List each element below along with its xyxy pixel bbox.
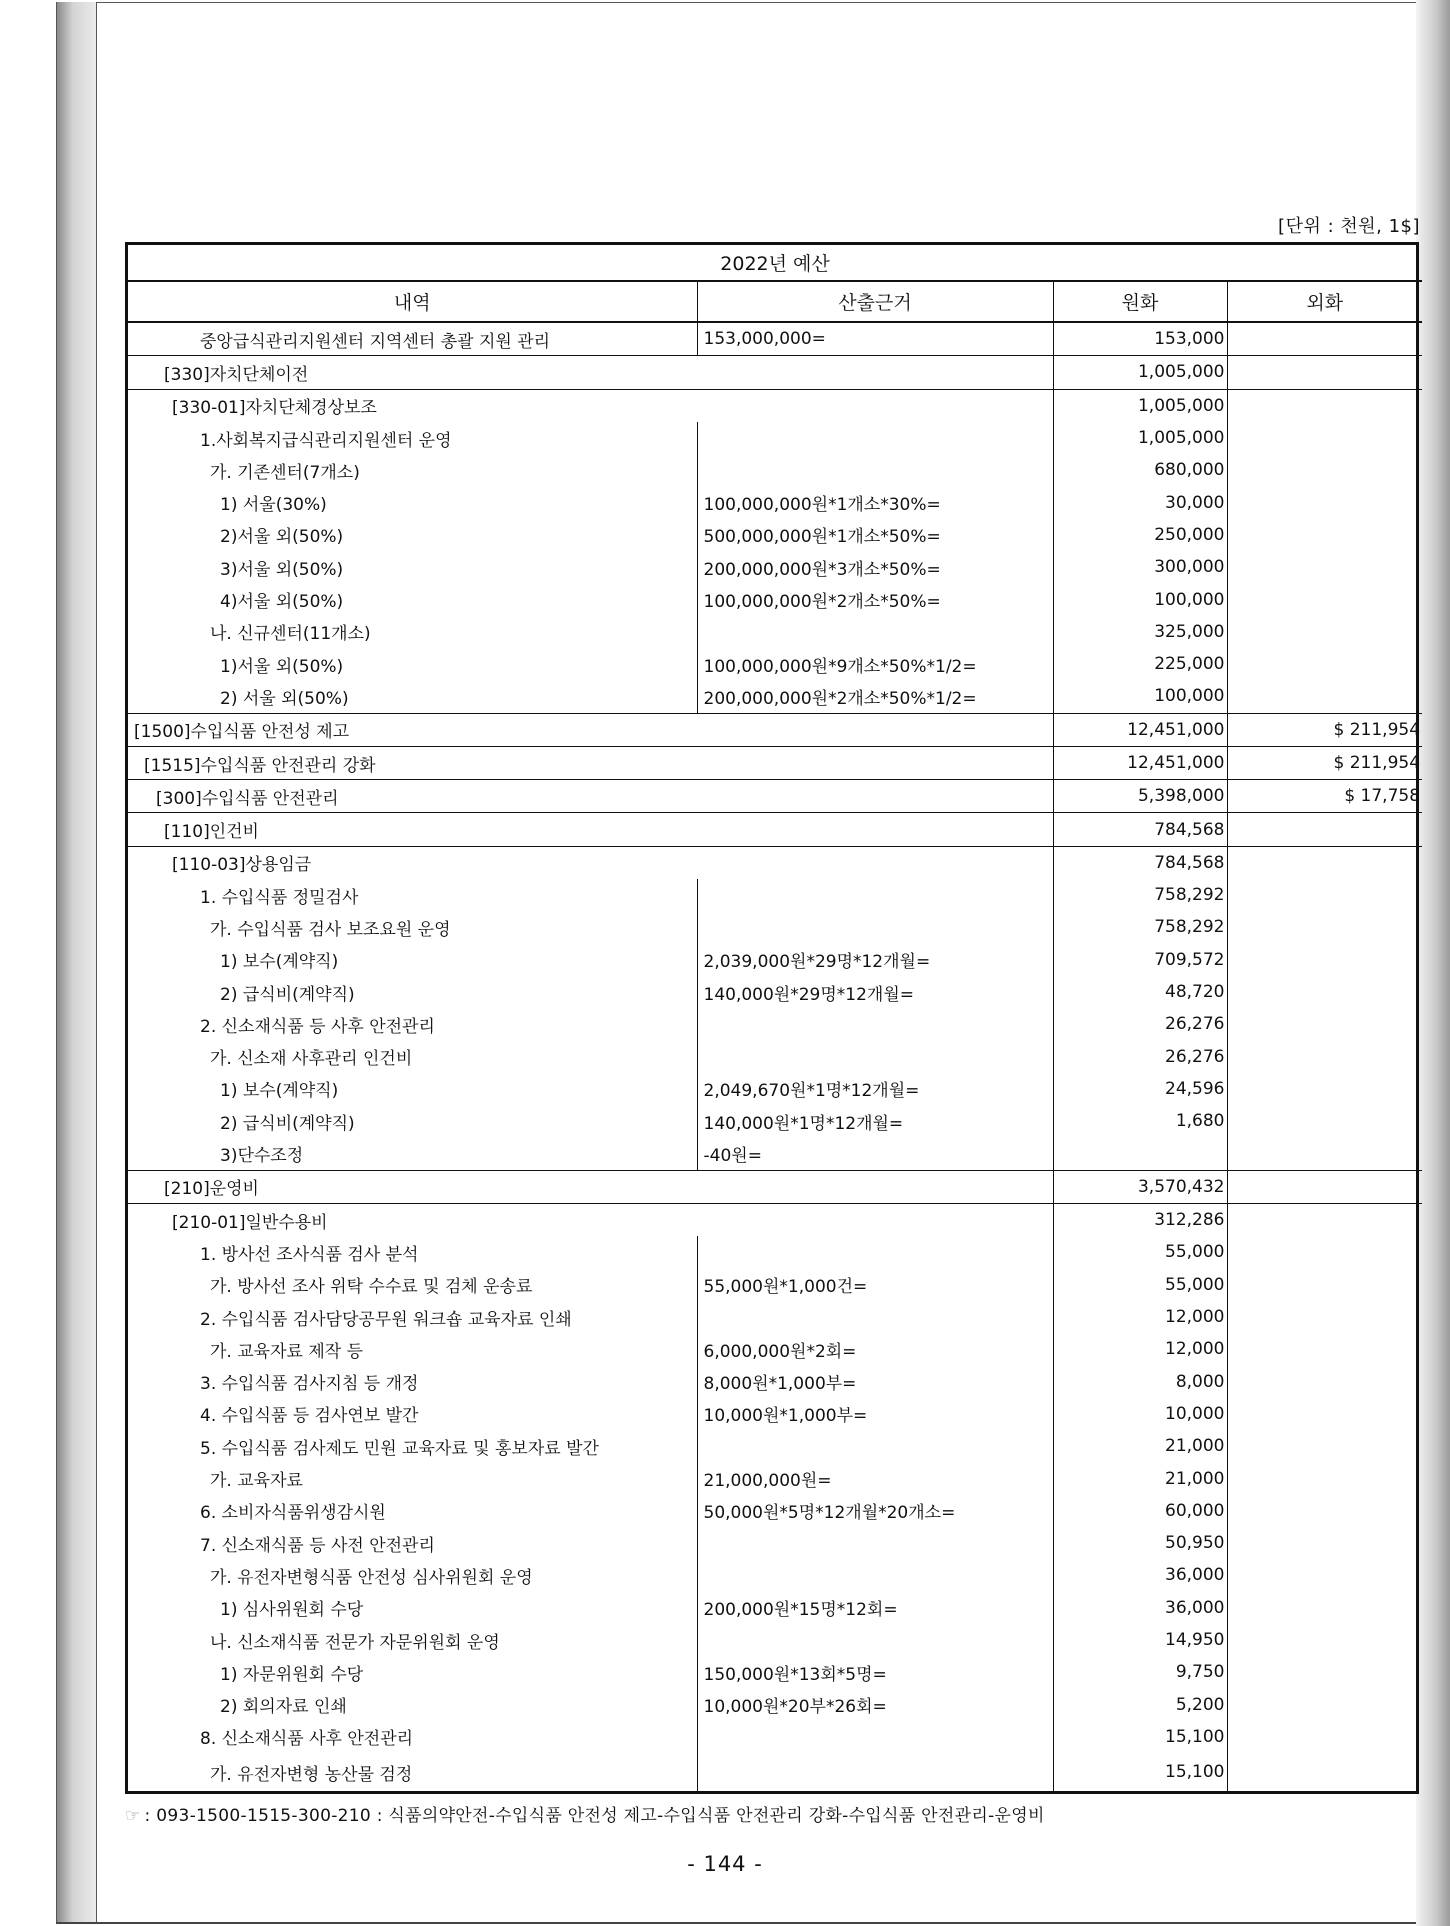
footnote <box>125 1801 1045 1826</box>
cell-item: 2)서울 외(50%) <box>220 527 344 548</box>
table-row <box>128 780 1422 813</box>
cell-fx <box>1227 1269 1422 1301</box>
cell-krw: 5,200 <box>1053 1688 1227 1720</box>
table-row <box>128 879 1422 911</box>
cell-fx <box>1227 1236 1422 1268</box>
cell-fx <box>1227 1301 1422 1333</box>
table-row <box>128 911 1422 943</box>
table-row <box>128 1137 1422 1170</box>
cell-fx <box>1227 976 1422 1008</box>
table-row <box>128 1527 1422 1559</box>
cell-krw: 21,000 <box>1053 1462 1227 1494</box>
table-row <box>128 1721 1422 1753</box>
cell-fx <box>1227 322 1422 356</box>
cell-fx <box>1227 1333 1422 1365</box>
cell-fx <box>1227 1041 1422 1073</box>
cell-basis: 21,000,000원= <box>697 1462 1053 1494</box>
cell-item: [110]인건비 <box>128 813 1053 846</box>
cell-item: 7. 신소재식품 등 사전 안전관리 <box>200 1535 435 1556</box>
cell-basis: 200,000원*15명*12회= <box>697 1592 1053 1624</box>
cell-basis: 100,000,000원*2개소*50%= <box>697 583 1053 615</box>
cell-item: [330-01]자치단체경상보조 <box>128 389 1053 422</box>
header-fx: 외화 <box>1227 281 1422 322</box>
cell-item: 8. 신소재식품 사후 안전관리 <box>200 1729 414 1750</box>
cell-basis: 8,000원*1,000부= <box>697 1366 1053 1398</box>
cell-item: 6. 소비자식품위생감시원 <box>200 1503 386 1524</box>
cell-fx <box>1227 1624 1422 1656</box>
cell-krw: 21,000 <box>1053 1430 1227 1462</box>
cell-basis: -40원= <box>697 1137 1053 1170</box>
cell-basis: 10,000원*20부*26회= <box>697 1688 1053 1720</box>
cell-basis <box>697 1301 1053 1333</box>
cell-fx <box>1227 1495 1422 1527</box>
cell-item: [300]수입식품 안전관리 <box>128 780 1053 813</box>
cell-krw: 26,276 <box>1053 1008 1227 1040</box>
page-edge-left <box>56 2 97 1922</box>
table-row <box>128 389 1422 422</box>
header-item: 내역 <box>128 281 697 322</box>
cell-krw: 9,750 <box>1053 1656 1227 1688</box>
cell-item: 4)서울 외(50%) <box>220 592 344 613</box>
cell-item: 중앙급식관리지원센터 지역센터 총괄 지원 관리 <box>200 331 551 352</box>
cell-fx <box>1227 1398 1422 1430</box>
cell-fx <box>1227 519 1422 551</box>
cell-krw: 30,000 <box>1053 486 1227 518</box>
cell-krw <box>1053 1137 1227 1170</box>
cell-krw: 24,596 <box>1053 1073 1227 1105</box>
cell-item: 2) 급식비(계약직) <box>220 984 355 1005</box>
pointing-hand-icon: ☞ <box>125 1806 141 1826</box>
cell-fx <box>1227 551 1422 583</box>
cell-basis <box>697 879 1053 911</box>
page-top-edge <box>96 2 1416 3</box>
cell-krw: 48,720 <box>1053 976 1227 1008</box>
cell-fx <box>1227 911 1422 943</box>
page-inner-edge <box>96 2 97 1922</box>
cell-krw: 36,000 <box>1053 1592 1227 1624</box>
table-row <box>128 1430 1422 1462</box>
unit-note: [단위 : 천원, 1$] <box>1278 216 1420 237</box>
cell-item: 3. 수입식품 검사지침 등 개정 <box>200 1374 419 1395</box>
cell-item: 가. 신소재 사후관리 인건비 <box>210 1049 413 1070</box>
cell-krw: 50,950 <box>1053 1527 1227 1559</box>
cell-item: [210]운영비 <box>128 1170 1053 1203</box>
cell-item: 가. 교육자료 <box>210 1471 303 1492</box>
cell-basis: 6,000,000원*2회= <box>697 1333 1053 1365</box>
cell-item: 1) 자문위원회 수당 <box>220 1664 364 1685</box>
cell-krw: 12,000 <box>1053 1333 1227 1365</box>
cell-fx <box>1227 944 1422 976</box>
cell-krw: 1,680 <box>1053 1105 1227 1137</box>
table-row <box>128 944 1422 976</box>
table-row <box>128 1366 1422 1398</box>
cell-basis: 55,000원*1,000건= <box>697 1269 1053 1301</box>
cell-krw: 153,000 <box>1053 322 1227 356</box>
budget-table <box>125 242 1419 1794</box>
table-row <box>128 846 1422 879</box>
cell-item: 1. 방사선 조사식품 검사 분석 <box>200 1244 419 1265</box>
header-basis: 산출근거 <box>697 281 1053 322</box>
cell-item: 1) 보수(계약직) <box>220 1081 339 1102</box>
cell-item: 2. 수입식품 검사담당공무원 워크숍 교육자료 인쇄 <box>200 1309 572 1330</box>
cell-basis: 500,000,000원*1개소*50%= <box>697 519 1053 551</box>
table-row <box>128 1008 1422 1040</box>
table-row <box>128 551 1422 583</box>
cell-fx: $ 211,954 <box>1227 746 1422 779</box>
table-row <box>128 746 1422 779</box>
cell-basis <box>697 911 1053 943</box>
cell-fx <box>1227 1430 1422 1462</box>
cell-krw: 12,451,000 <box>1053 713 1227 746</box>
table-row <box>128 1592 1422 1624</box>
cell-fx <box>1227 1592 1422 1624</box>
cell-item: [1500]수입식품 안전성 제고 <box>128 713 1053 746</box>
cell-fx <box>1227 1137 1422 1170</box>
table-row <box>128 1753 1422 1791</box>
cell-basis: 150,000원*13회*5명= <box>697 1656 1053 1688</box>
cell-krw: 1,005,000 <box>1053 422 1227 454</box>
cell-basis: 100,000,000원*1개소*30%= <box>697 486 1053 518</box>
cell-krw: 15,100 <box>1053 1721 1227 1753</box>
cell-krw: 14,950 <box>1053 1624 1227 1656</box>
cell-fx <box>1227 583 1422 615</box>
table-row <box>128 1398 1422 1430</box>
cell-basis <box>697 1753 1053 1791</box>
table-row <box>128 1462 1422 1494</box>
cell-krw: 10,000 <box>1053 1398 1227 1430</box>
table-row <box>128 648 1422 680</box>
cell-basis <box>697 1527 1053 1559</box>
cell-fx <box>1227 1656 1422 1688</box>
cell-krw: 100,000 <box>1053 583 1227 615</box>
cell-item: 나. 신소재식품 전문가 자문위원회 운영 <box>210 1632 500 1653</box>
cell-basis <box>697 1236 1053 1268</box>
cell-krw: 758,292 <box>1053 879 1227 911</box>
table-row <box>128 322 1422 356</box>
cell-basis: 200,000,000원*2개소*50%*1/2= <box>697 680 1053 713</box>
cell-item: [1515]수입식품 안전관리 강화 <box>128 746 1053 779</box>
cell-krw: 300,000 <box>1053 551 1227 583</box>
cell-basis: 2,049,670원*1명*12개월= <box>697 1073 1053 1105</box>
cell-fx <box>1227 1559 1422 1591</box>
cell-fx <box>1227 1073 1422 1105</box>
cell-fx <box>1227 680 1422 713</box>
cell-fx: $ 211,954 <box>1227 713 1422 746</box>
cell-item: 가. 교육자료 제작 등 <box>210 1341 363 1362</box>
cell-item: 1)서울 외(50%) <box>220 656 344 677</box>
cell-fx <box>1227 1721 1422 1753</box>
table-row <box>128 976 1422 1008</box>
cell-krw: 5,398,000 <box>1053 780 1227 813</box>
cell-basis <box>697 616 1053 648</box>
cell-krw: 312,286 <box>1053 1204 1227 1237</box>
cell-krw: 55,000 <box>1053 1236 1227 1268</box>
cell-item: 2. 신소재식품 등 사후 안전관리 <box>200 1016 435 1037</box>
table-row <box>128 1559 1422 1591</box>
table-row <box>128 616 1422 648</box>
cell-krw: 784,568 <box>1053 813 1227 846</box>
cell-item: 가. 기존센터(7개소) <box>210 462 360 483</box>
cell-item: 가. 수입식품 검사 보조요원 운영 <box>210 919 451 940</box>
cell-fx <box>1227 422 1422 454</box>
cell-item: 가. 유전자변형식품 안전성 심사위원회 운영 <box>210 1567 533 1588</box>
cell-item: 나. 신규센터(11개소) <box>210 624 371 645</box>
table-row <box>128 1624 1422 1656</box>
cell-basis: 2,039,000원*29명*12개월= <box>697 944 1053 976</box>
cell-fx <box>1227 879 1422 911</box>
cell-item: [110-03]상용임금 <box>128 846 1053 879</box>
cell-fx <box>1227 356 1422 389</box>
cell-krw: 1,005,000 <box>1053 356 1227 389</box>
cell-item: 3)서울 외(50%) <box>220 559 344 580</box>
cell-fx <box>1227 1105 1422 1137</box>
cell-krw: 680,000 <box>1053 454 1227 486</box>
table-row <box>128 1269 1422 1301</box>
cell-fx <box>1227 389 1422 422</box>
cell-fx <box>1227 1170 1422 1203</box>
cell-krw: 100,000 <box>1053 680 1227 713</box>
table-row <box>128 1656 1422 1688</box>
header-krw: 원화 <box>1053 281 1227 322</box>
table-row <box>128 813 1422 846</box>
table-row <box>128 1073 1422 1105</box>
table-row <box>128 1170 1422 1203</box>
table-body <box>128 322 1422 1791</box>
cell-krw: 12,000 <box>1053 1301 1227 1333</box>
cell-fx <box>1227 1008 1422 1040</box>
cell-krw: 15,100 <box>1053 1753 1227 1791</box>
table-row <box>128 1236 1422 1268</box>
cell-basis: 153,000,000= <box>697 322 1053 356</box>
cell-fx <box>1227 1204 1422 1237</box>
table-row <box>128 680 1422 713</box>
cell-krw: 758,292 <box>1053 911 1227 943</box>
table-row <box>128 356 1422 389</box>
table-row <box>128 1495 1422 1527</box>
cell-item: 가. 방사선 조사 위탁 수수료 및 검체 운송료 <box>210 1277 533 1298</box>
cell-fx <box>1227 813 1422 846</box>
cell-krw: 8,000 <box>1053 1366 1227 1398</box>
cell-basis <box>697 1624 1053 1656</box>
footnote-text: : 093-1500-1515-300-210 : 식품의약안전-수입식품 안전성 제고-수입식품 안전관리 강화-수입식품 안전관리-운영비 <box>144 1806 1045 1826</box>
cell-fx <box>1227 1753 1422 1791</box>
cell-krw: 3,570,432 <box>1053 1170 1227 1203</box>
cell-krw: 784,568 <box>1053 846 1227 879</box>
cell-item: 5. 수입식품 검사제도 민원 교육자료 및 홍보자료 발간 <box>200 1438 599 1459</box>
cell-basis: 200,000,000원*3개소*50%= <box>697 551 1053 583</box>
cell-krw: 55,000 <box>1053 1269 1227 1301</box>
cell-item: 3)단수조정 <box>220 1146 304 1167</box>
cell-fx <box>1227 486 1422 518</box>
table-row <box>128 1105 1422 1137</box>
cell-fx <box>1227 454 1422 486</box>
cell-basis: 140,000원*29명*12개월= <box>697 976 1053 1008</box>
cell-basis <box>697 454 1053 486</box>
cell-basis: 50,000원*5명*12개월*20개소= <box>697 1495 1053 1527</box>
cell-item: [210-01]일반수용비 <box>128 1204 1053 1237</box>
cell-item: 2) 급식비(계약직) <box>220 1113 355 1134</box>
cell-basis <box>697 422 1053 454</box>
cell-basis <box>697 1008 1053 1040</box>
cell-item: 2) 회의자료 인쇄 <box>220 1697 347 1718</box>
table-row <box>128 422 1422 454</box>
table-row <box>128 1041 1422 1073</box>
page-bottom-edge <box>56 1922 1416 1924</box>
cell-fx <box>1227 1688 1422 1720</box>
table-row <box>128 1688 1422 1720</box>
cell-fx <box>1227 616 1422 648</box>
table-row <box>128 454 1422 486</box>
cell-krw: 709,572 <box>1053 944 1227 976</box>
cell-basis <box>697 1430 1053 1462</box>
cell-item: 1. 수입식품 정밀검사 <box>200 887 359 908</box>
cell-fx <box>1227 1462 1422 1494</box>
table-row <box>128 1333 1422 1365</box>
cell-item: 가. 유전자변형 농산물 검정 <box>210 1764 413 1785</box>
table-row <box>128 486 1422 518</box>
cell-item: 4. 수입식품 등 검사연보 발간 <box>200 1406 419 1427</box>
page-number: - 144 - <box>687 1852 763 1876</box>
cell-fx <box>1227 1366 1422 1398</box>
table-row <box>128 1204 1422 1237</box>
cell-krw: 250,000 <box>1053 519 1227 551</box>
cell-item: 2) 서울 외(50%) <box>220 688 349 709</box>
cell-item: [330]자치단체이전 <box>128 356 1053 389</box>
cell-fx: $ 17,758 <box>1227 780 1422 813</box>
cell-basis <box>697 1559 1053 1591</box>
cell-krw: 12,451,000 <box>1053 746 1227 779</box>
cell-krw: 325,000 <box>1053 616 1227 648</box>
table-row <box>128 519 1422 551</box>
cell-krw: 36,000 <box>1053 1559 1227 1591</box>
cell-item: 1) 서울(30%) <box>220 495 327 516</box>
cell-basis <box>697 1721 1053 1753</box>
cell-item: 1) 심사위원회 수당 <box>220 1600 364 1621</box>
cell-krw: 1,005,000 <box>1053 389 1227 422</box>
cell-krw: 60,000 <box>1053 1495 1227 1527</box>
cell-basis: 10,000원*1,000부= <box>697 1398 1053 1430</box>
cell-basis <box>697 1041 1053 1073</box>
cell-krw: 225,000 <box>1053 648 1227 680</box>
cell-basis: 100,000,000원*9개소*50%*1/2= <box>697 648 1053 680</box>
table-title: 2022년 예산 <box>128 245 1422 281</box>
table-row <box>128 583 1422 615</box>
cell-fx <box>1227 846 1422 879</box>
cell-fx <box>1227 648 1422 680</box>
cell-item: 1.사회복지급식관리지원센터 운영 <box>200 430 452 451</box>
table-row <box>128 713 1422 746</box>
cell-item: 1) 보수(계약직) <box>220 952 339 973</box>
table-row <box>128 1301 1422 1333</box>
cell-basis: 140,000원*1명*12개월= <box>697 1105 1053 1137</box>
cell-krw: 26,276 <box>1053 1041 1227 1073</box>
cell-fx <box>1227 1527 1422 1559</box>
